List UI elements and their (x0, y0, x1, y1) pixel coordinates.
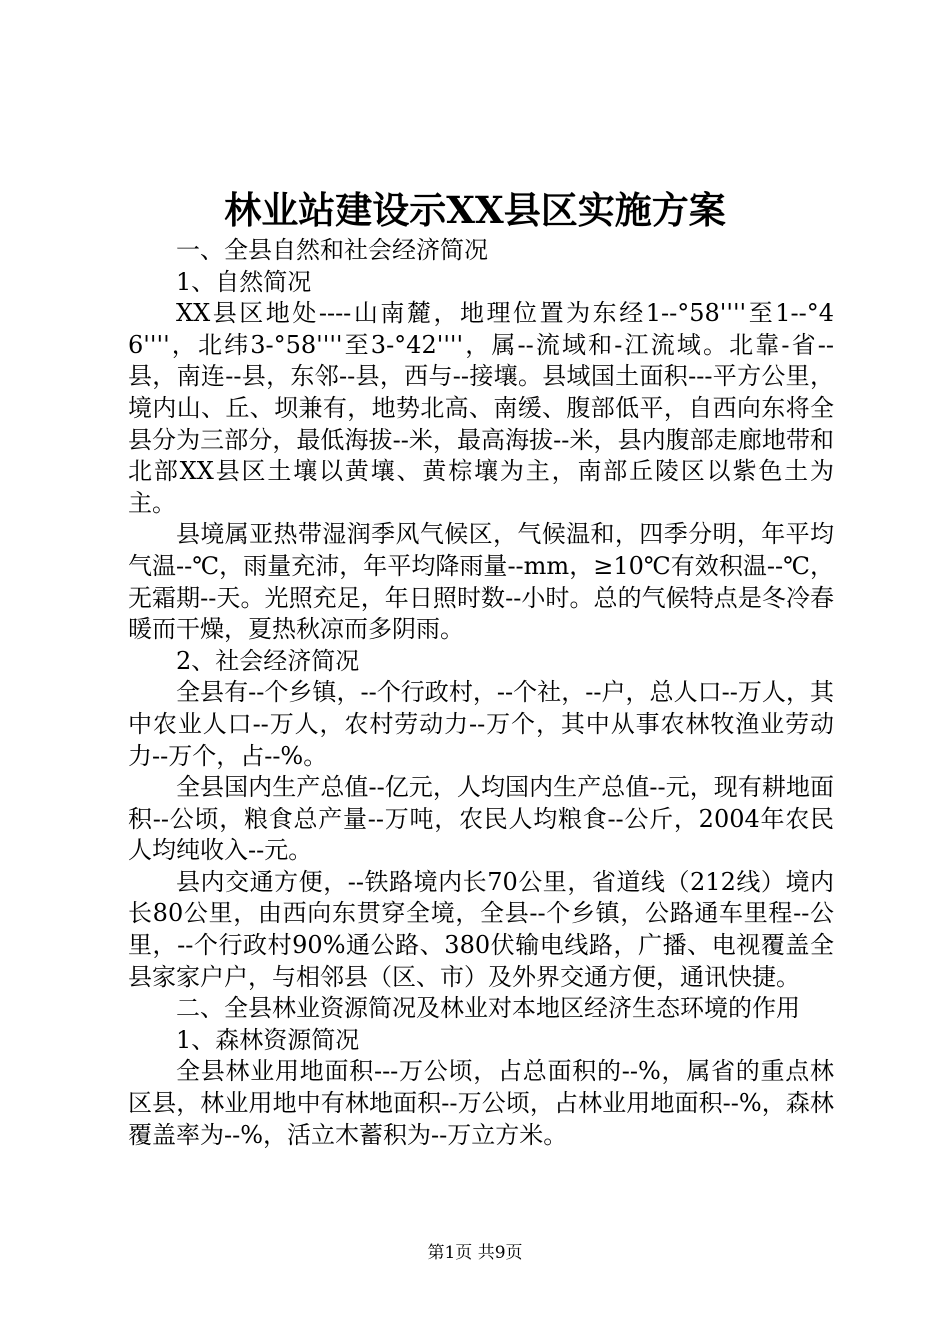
subsection-heading: 2、社会经济简况 (176, 646, 360, 675)
paragraph: XX县区地处----山南麓，地理位置为东经1--°58''''至1--°46''''，北纬3-°58''''至3-°42''''，属--流域和-江流域。北靠-省--县，南连--县，东邻--县，西与--接壤。县域国土面积---平方公里，境内山、丘、坝兼有，地势北高、南缓、腹部低平，自西向东将全县分为三部分，最低海拔--米，最高海拔--米，县内腹部走廊地带和北部XX县区土壤以黄壤、黄棕壤为主，南部丘陵区以紫色土为主。 (128, 299, 834, 517)
section-heading: 二、全县林业资源简况及林业对本地区经济生态环境的作用 (176, 994, 800, 1023)
document-body (128, 235, 834, 1151)
paragraph: 全县有--个乡镇，--个行政村，--个社，--户，总人口--万人，其中农业人口--万人，农村劳动力--万个，其中从事农林牧渔业劳动力--万个，占--%。 (128, 678, 834, 770)
document-title: 林业站建设示XX县区实施方案 (224, 188, 726, 232)
subsection-heading: 1、森林资源简况 (176, 1025, 360, 1054)
paragraph: 全县国内生产总值--亿元，人均国内生产总值--元，现有耕地面积--公顷，粮食总产量--万吨，农民人均粮食--公斤，2004年农民人均纯收入--元。 (128, 773, 834, 865)
subsection-heading: 1、自然简况 (176, 267, 312, 296)
paragraph: 县内交通方便，--铁路境内长70公里，省道线（212线）境内长80公里，由西向东贯穿全境，全县--个乡镇，公路通车里程--公里，--个行政村90%通公路、380伏输电线路，广播、电视覆盖全县家家户户，与相邻县（区、市）及外界交通方便，通讯快捷。 (128, 867, 834, 991)
page-footer: 第1页 共9页 (427, 1243, 523, 1263)
paragraph: 县境属亚热带湿润季风气候区，气候温和，四季分明，年平均气温--℃，雨量充沛，年平均降雨量--mm，≥10℃有效积温--℃，无霜期--天。光照充足，年日照时数--小时。总的气候特点是冬冷春暖而干燥，夏热秋凉而多阴雨。 (128, 520, 834, 644)
section-heading: 一、全县自然和社会经济简况 (176, 236, 488, 264)
paragraph: 全县林业用地面积---万公顷，占总面积的--%，属省的重点林区县，林业用地中有林地面积--万公顷，占林业用地面积--%，森林覆盖率为--%，活立木蓄积为--万立方米。 (128, 1057, 834, 1149)
